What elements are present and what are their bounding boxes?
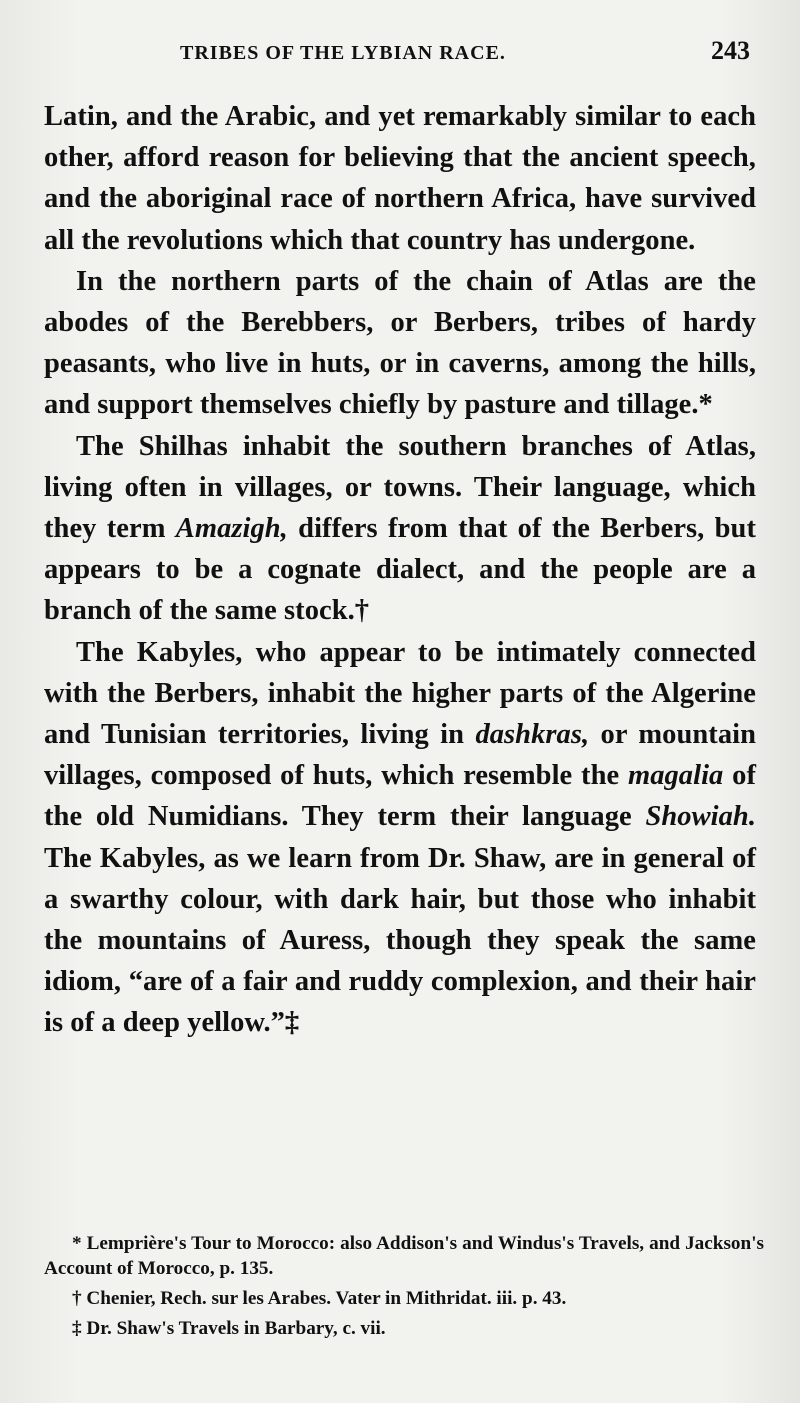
main-text	[44, 96, 756, 1044]
paragraph-3-text-a: The Shilhas inhabit the southern branches of Atlas, living often in villages, or towns. Their language, which they term	[44, 430, 756, 545]
page-header	[0, 36, 800, 76]
footnote-2: † Chenier, Rech. sur les Arabes. Vater in Mithridat. iii. p. 43.	[72, 1288, 567, 1309]
paragraph-1: Latin, and the Arabic, and yet remarkably similar to each other, afford reason for believing that the ancient speech, and the aboriginal race of northern Africa, have survived all the revolutions which that country has undergone.	[44, 101, 756, 256]
paragraph-3-text-b: differs from that of the Berbers, but appears to be a cognate dialect, and the people are a branch of the same stock.†	[44, 513, 756, 627]
paragraph-4-text-d: The Kabyles, as we learn from Dr. Shaw, are in general of a swarthy colour, with dark hair, but those who inhabit the mountains of Auress, though they speak the same idiom, “are of a fair and ruddy complexion, and their hair is of a deep yellow.”‡	[44, 842, 756, 1039]
footnote-3: ‡ Dr. Shaw's Travels in Barbary, c. vii.	[72, 1318, 386, 1339]
paragraph-4	[44, 632, 756, 1044]
paragraph-3	[44, 426, 756, 632]
footnotes	[44, 1231, 764, 1346]
paragraph-4-text-c: of the old Numidians. They term their language	[44, 760, 756, 833]
page-number: 243	[711, 36, 750, 65]
paragraph-4-text-b: or mountain villages, composed of huts, which resemble the	[44, 719, 756, 792]
paragraph-4-italic-3: Showiah.	[645, 801, 756, 833]
paragraph-4-italic-2: magalia	[627, 760, 724, 792]
running-title: TRIBES OF THE LYBIAN RACE.	[180, 42, 506, 64]
paragraph-3-italic: Amazigh,	[175, 513, 288, 545]
paragraph-4-italic-1: dashkras,	[475, 719, 590, 751]
paragraph-4-text-a: The Kabyles, who appear to be intimately connected with the Berbers, inhabit the higher parts of the Algerine and Tunisian territories, living in	[44, 636, 756, 751]
paragraph-2: In the northern parts of the chain of Atlas are the abodes of the Berebbers, or Berbers, tribes of hardy peasants, who live in huts, or in caverns, among the hills, and support themselves chiefly by pasture and tillage.*	[44, 265, 756, 421]
footnote-1: * Lemprière's Tour to Morocco: also Addison's and Windus's Travels, and Jackson's Account of Morocco, p. 135.	[44, 1233, 764, 1279]
